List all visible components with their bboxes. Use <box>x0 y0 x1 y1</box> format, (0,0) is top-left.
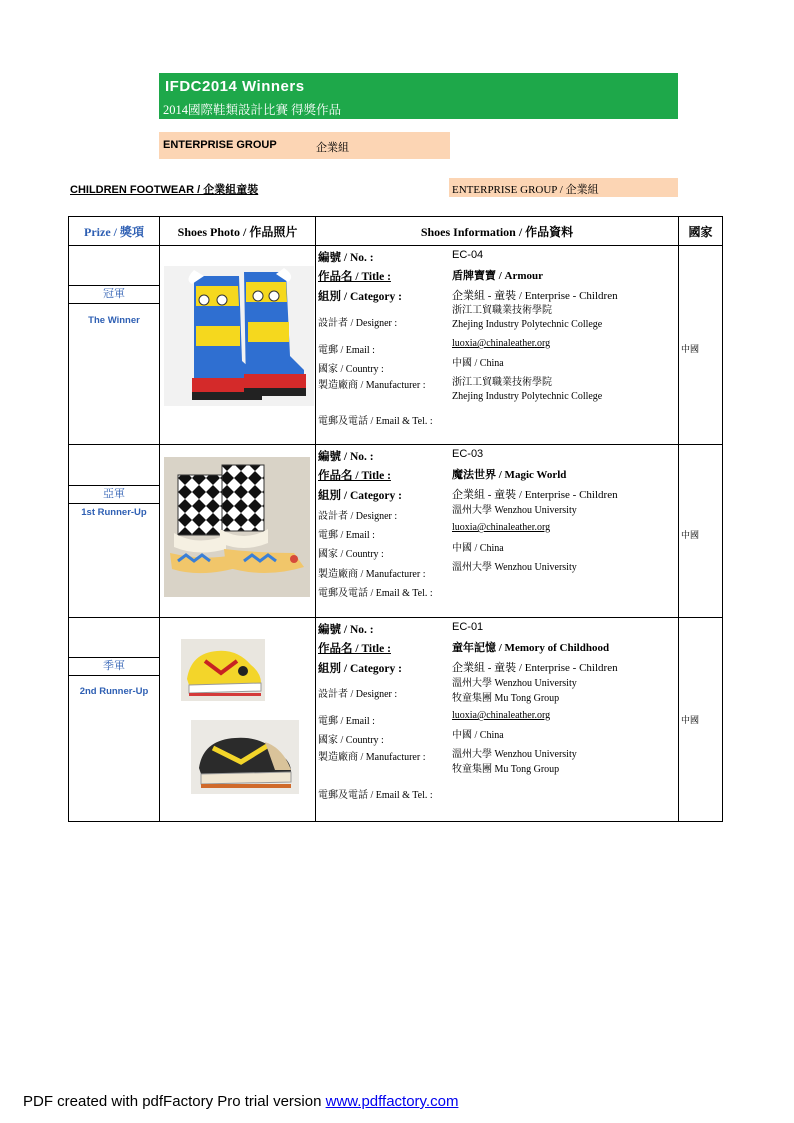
title-banner <box>159 73 678 119</box>
value-designer-2: Zhejing Industry Polytechnic College <box>452 319 603 330</box>
table-row <box>69 246 723 445</box>
label-email-tel: 電郵及電話 / Email & Tel. : <box>318 588 433 599</box>
info-cell <box>316 618 679 822</box>
label-country: 國家 / Country : <box>318 735 384 746</box>
table-header-row <box>69 217 723 246</box>
value-designer-2: 牧童集團 Mu Tong Group <box>452 693 560 704</box>
banner-title-marker: I <box>165 78 170 95</box>
prize-name: 亞軍 <box>69 485 159 504</box>
label-no: 編號 / No. : <box>318 451 374 463</box>
value-email[interactable]: luoxia@chinaleather.org <box>452 710 551 721</box>
pdf-footer <box>23 1093 458 1110</box>
winners-table <box>68 216 723 822</box>
country-value: 中國 <box>681 530 700 540</box>
value-title: 童年記憶 / Memory of Childhood <box>452 642 610 654</box>
section-title: CHILDREN FOOTWEAR / 企業組童裝 <box>70 184 259 196</box>
label-email: 電郵 / Email : <box>318 345 375 356</box>
country-value: 中國 <box>681 344 700 354</box>
value-category: 企業組 - 童裝 / Enterprise - Children <box>452 489 618 501</box>
photo-cell <box>160 445 316 618</box>
photo-cell <box>160 618 316 822</box>
group-label-en: ENTERPRISE GROUP <box>163 139 277 151</box>
value-manufacturer-2: 牧童集團 Mu Tong Group <box>452 764 560 775</box>
label-title: 作品名 / Title : <box>318 470 391 482</box>
country-cell <box>679 618 723 822</box>
value-title: 魔法世界 / Magic World <box>452 469 567 481</box>
info-cell <box>316 445 679 618</box>
value-no: EC-03 <box>452 448 484 460</box>
label-title: 作品名 / Title : <box>318 643 391 655</box>
label-designer: 設計者 / Designer : <box>318 511 398 522</box>
label-no: 編號 / No. : <box>318 624 374 636</box>
label-country: 國家 / Country : <box>318 364 384 375</box>
value-category: 企業組 - 童裝 / Enterprise - Children <box>452 290 618 302</box>
label-no: 編號 / No. : <box>318 252 374 264</box>
country-value: 中國 <box>681 715 700 725</box>
value-manufacturer-1: 浙江工貿職業技術學院 <box>452 377 552 388</box>
label-email: 電郵 / Email : <box>318 530 375 541</box>
value-category: 企業組 - 童裝 / Enterprise - Children <box>452 662 618 674</box>
photo-cell <box>160 246 316 445</box>
shoe-photo-magic-world <box>164 457 310 597</box>
label-category: 組別 / Category : <box>318 291 402 303</box>
value-manufacturer-1: 溫州大學 Wenzhou University <box>452 562 577 573</box>
value-designer-1: 溫州大學 Wenzhou University <box>452 678 577 689</box>
prize-name: 季軍 <box>69 657 159 676</box>
shoe-photo-memory-2 <box>191 720 299 794</box>
value-email[interactable]: luoxia@chinaleather.org <box>452 522 551 533</box>
group-label <box>159 132 450 159</box>
shoe-photo-memory-1 <box>181 639 265 701</box>
label-email-tel: 電郵及電話 / Email & Tel. : <box>318 790 433 801</box>
shoe-photo-armour <box>164 266 314 406</box>
header-info: Shoes Information / 作品資料 <box>316 217 679 246</box>
banner-title-text: FDC2014 Winners <box>169 78 305 95</box>
table-row <box>69 618 723 822</box>
label-category: 組別 / Category : <box>318 663 402 675</box>
value-manufacturer-2: Zhejing Industry Polytechnic College <box>452 391 603 402</box>
prize-cell <box>69 618 160 822</box>
label-email-tel: 電郵及電話 / Email & Tel. : <box>318 416 433 427</box>
prize-cell <box>69 445 160 618</box>
value-country: 中國 / China <box>452 358 504 369</box>
info-cell <box>316 246 679 445</box>
footer-link[interactable]: www.pdffactory.com <box>325 1093 459 1110</box>
value-no: EC-01 <box>452 621 484 633</box>
prize-en: 2nd Runner-Up <box>79 686 149 697</box>
label-manufacturer: 製造廠商 / Manufacturer : <box>318 569 426 580</box>
value-email[interactable]: luoxia@chinaleather.org <box>452 338 551 349</box>
value-designer-1: 溫州大學 Wenzhou University <box>452 505 577 516</box>
table-row <box>69 445 723 618</box>
label-manufacturer: 製造廠商 / Manufacturer : <box>318 380 426 391</box>
prize-en: The Winner <box>88 315 140 326</box>
header-country: 國家 <box>679 217 723 246</box>
value-country: 中國 / China <box>452 730 504 741</box>
group-label-zh: 企業組 <box>316 142 349 154</box>
prize-cell <box>69 246 160 445</box>
value-country: 中國 / China <box>452 543 504 554</box>
section-group-tag-text: ENTERPRISE GROUP / 企業組 <box>452 184 599 196</box>
label-designer: 設計者 / Designer : <box>318 318 398 329</box>
header-photo: Shoes Photo / 作品照片 <box>160 217 316 246</box>
prize-name: 冠軍 <box>69 285 159 304</box>
label-manufacturer: 製造廠商 / Manufacturer : <box>318 752 426 763</box>
label-category: 組別 / Category : <box>318 490 402 502</box>
label-designer: 設計者 / Designer : <box>318 689 398 700</box>
value-no: EC-04 <box>452 249 484 261</box>
value-manufacturer-1: 溫州大學 Wenzhou University <box>452 749 577 760</box>
value-title: 盾牌寶寶 / Armour <box>452 270 544 282</box>
banner-subtitle: 2014國際鞋類設計比賽 得獎作品 <box>163 103 342 117</box>
banner-title <box>165 78 305 95</box>
prize-en: 1st Runner-Up <box>81 507 147 518</box>
section-group-tag <box>449 178 678 197</box>
label-country: 國家 / Country : <box>318 549 384 560</box>
country-cell <box>679 246 723 445</box>
value-designer-1: 浙江工貿職業技術學院 <box>452 305 552 316</box>
header-prize: Prize / 獎項 <box>69 217 160 246</box>
footer-text: PDF created with pdfFactory Pro trial version <box>23 1093 326 1110</box>
label-email: 電郵 / Email : <box>318 716 375 727</box>
country-cell <box>679 445 723 618</box>
label-title: 作品名 / Title : <box>318 271 391 283</box>
